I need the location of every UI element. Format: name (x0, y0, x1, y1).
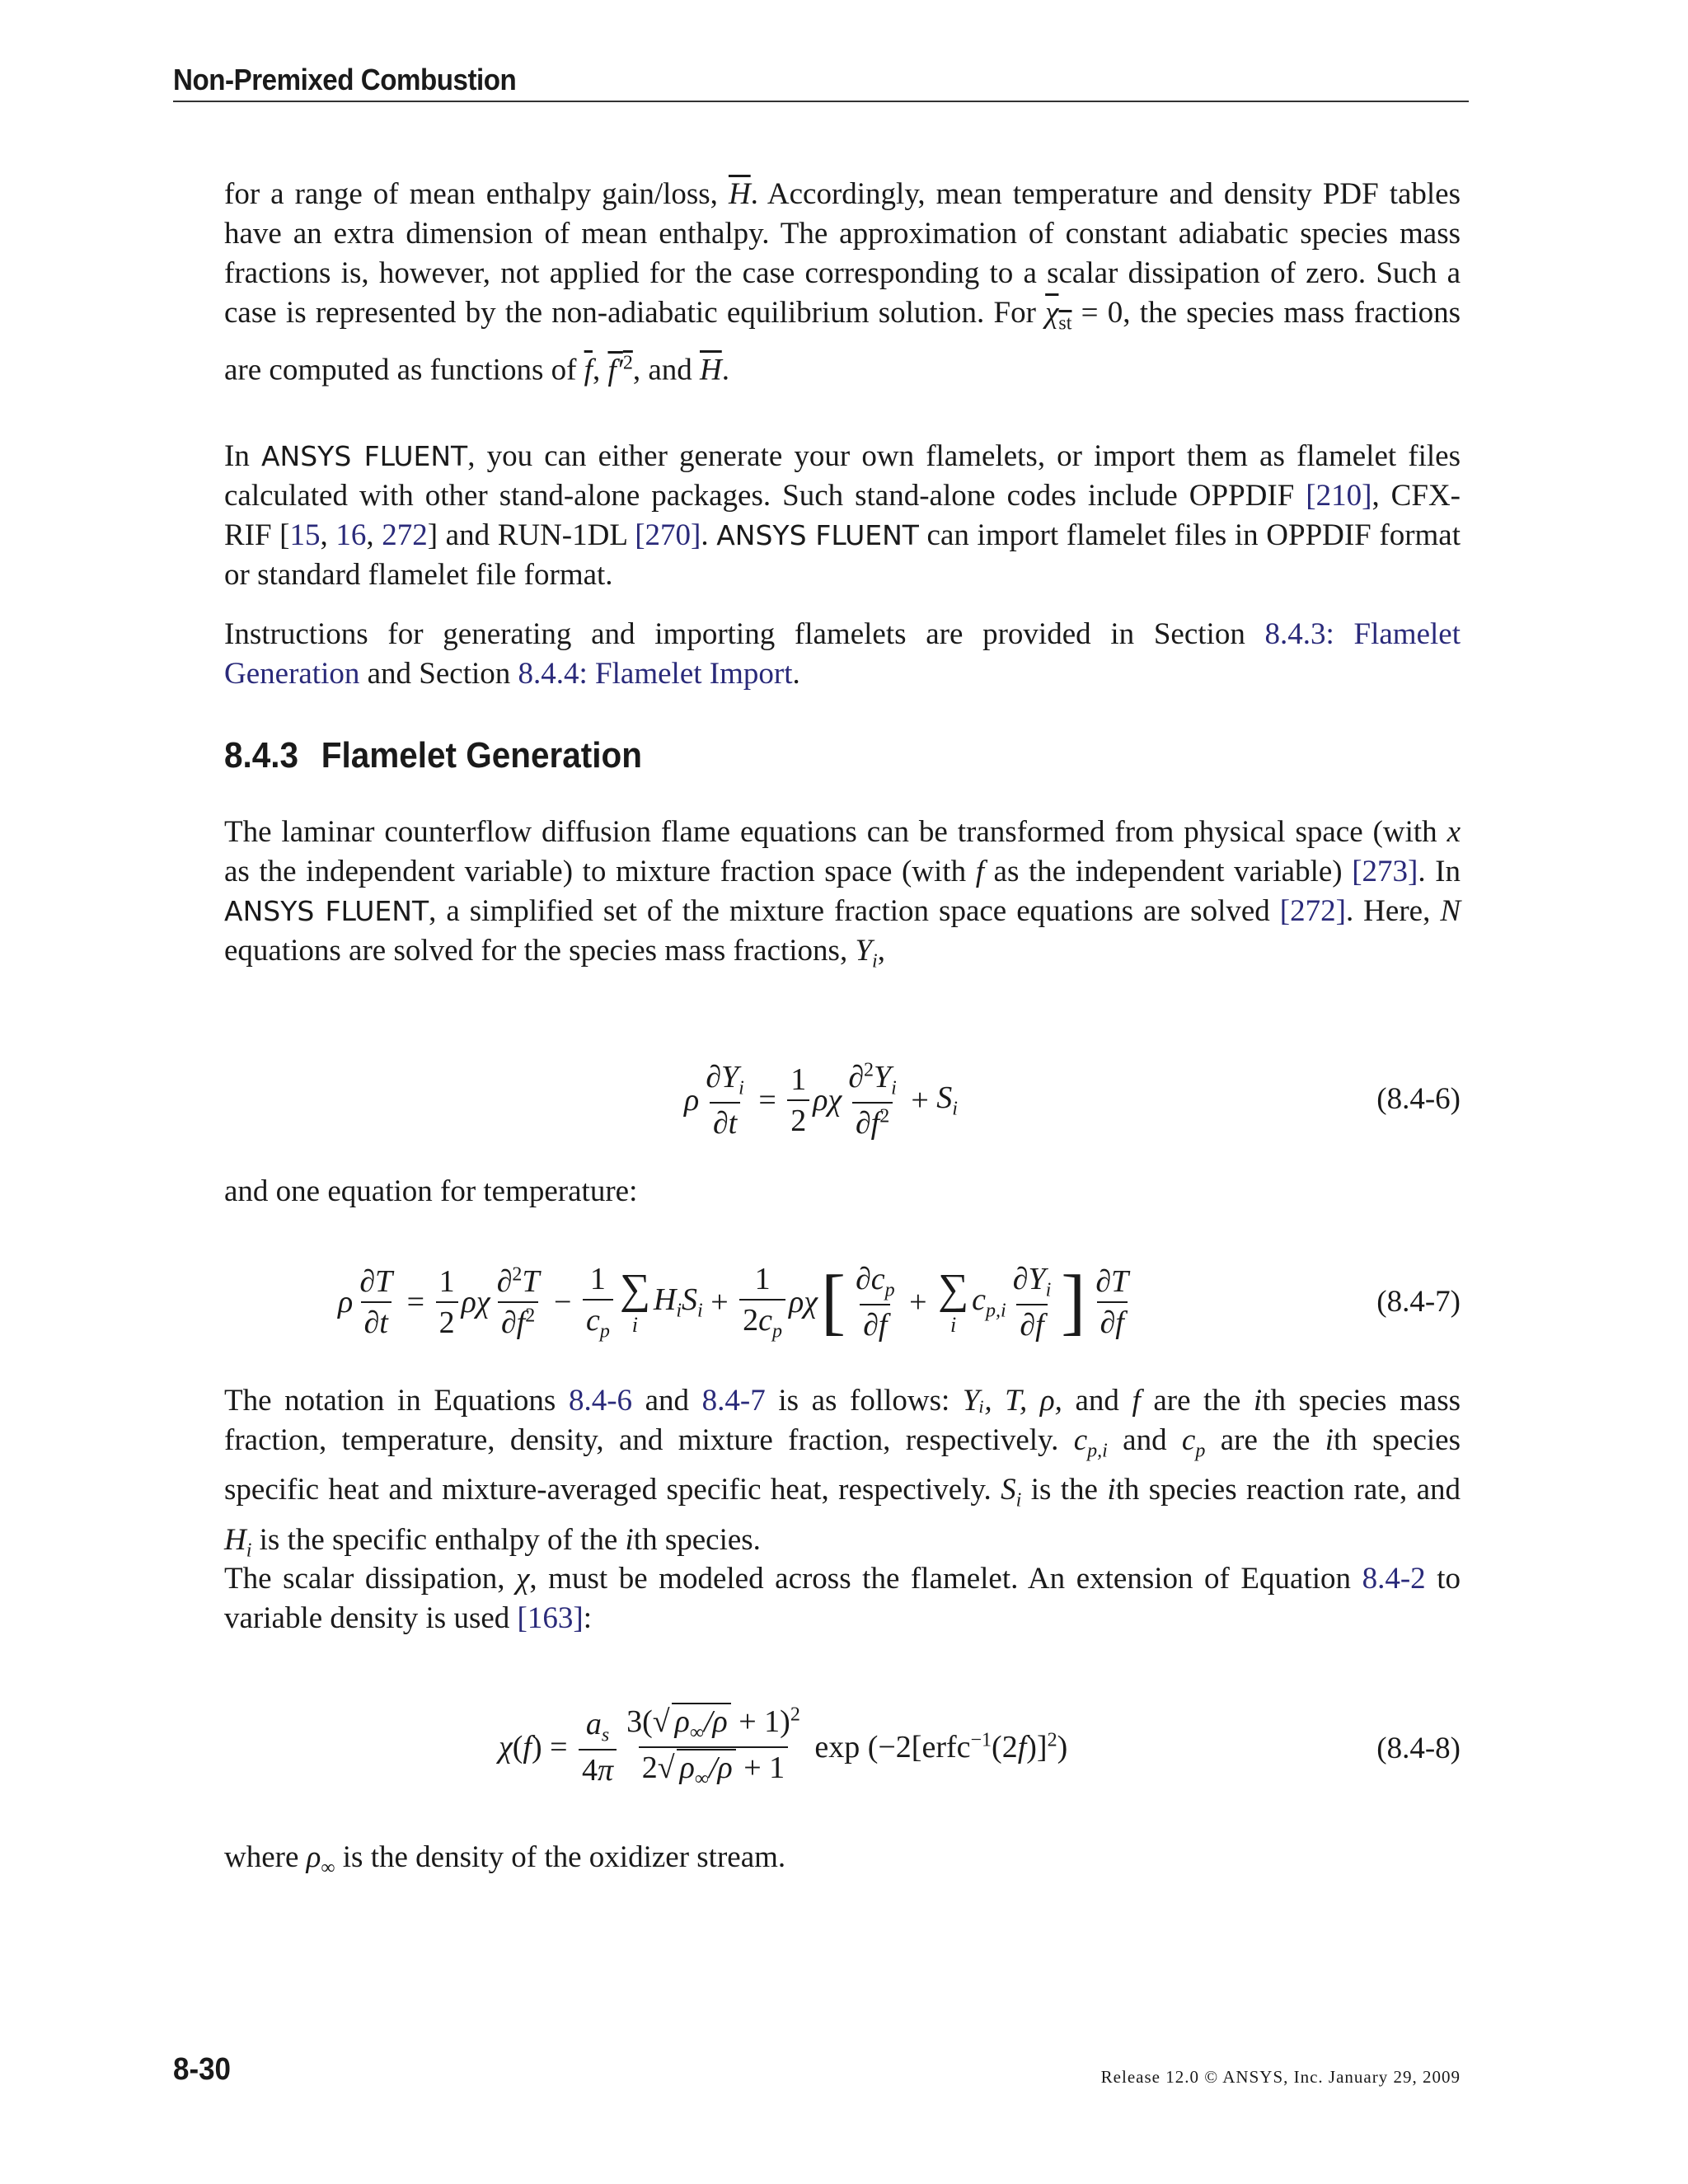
section-number: 8.4.3 (224, 735, 299, 776)
paragraph-temperature-intro: and one equation for temperature: (224, 1174, 638, 1208)
page-number: 8-30 (173, 2052, 231, 2087)
equation-temperature: ρ $\frac{\partial T}{\partial t}$ = $\frac{1}{2}$ ρχ $\frac{\partial^2T}{\partial f^2}$ − $\frac{1}{c_p}$ ∑ i $H_iS_i$ + $\frac{1}{2c_p}$ ρχ [ $\frac{\partial c_p}{\partial f}$ + ∑ i $c_{p,i}$ $\frac{\partial Y_i}{\partial f}$ ] $\frac{\partial T}{\partial f}$ (338, 1261, 1129, 1343)
citation-273[interactable]: [273] (1352, 855, 1418, 888)
link-flamelet-import[interactable]: 8.4.4: Flamelet Import (518, 657, 793, 691)
paragraph-mean-enthalpy: for a range of mean enthalpy gain/loss, $\overline{H}$. Accordingly, mean temperature and density PDF tables have an extra dimension of mean enthalpy. The approximation of constant adiabatic species mass fractions is, however, not applied for the case corresponding to a scalar dissipation of zero. Such a case is represented by the non-adiabatic equilibrium solution. For $\chi_{st} = 0$, the species mass fractions are computed as functions of $\overline{f}$, $f'^2$, and $\overline{H}$. (224, 177, 1461, 387)
citation-272b[interactable]: [272] (1279, 894, 1346, 928)
link-flamelet-generation[interactable]: 8.4.3: Flamelet Generation (224, 617, 1461, 691)
citation-16[interactable]: 16 (335, 518, 367, 552)
paragraph-scalar-dissipation: The scalar dissipation, χ, must be modeled across the flamelet. An extension of Equation 8.4-2 to variable density is used [163]: (224, 1562, 1461, 1635)
citation-272[interactable]: 272 (382, 518, 428, 552)
ref-eq-8-4-6[interactable]: 8.4-6 (568, 1384, 633, 1418)
ref-eq-8-4-2[interactable]: 8.4-2 (1362, 1562, 1426, 1596)
paragraph-notation: The notation in Equations 8.4-6 and 8.4-7 is as follows: Yᵢ, T, ρ, and f are the ith species mass fraction, temperature, density, and mixture fraction, respectively. $c_{p,i}$ and $c_p$ are the ith species specific heat and mixture-averaged specific heat, respectively. $S_i$ is the ith species reaction rate, and $H_i$ is the specific enthalpy of the ith species. (224, 1384, 1461, 1562)
equation-number-2: (8.4-7) (1376, 1285, 1461, 1319)
header-rule (173, 101, 1469, 102)
equation-species: ρ $\frac{\partial Y_i}{\partial t}$ = $\frac{1}{2}$ ρχ $\frac{\partial^2Y_i}{\partial f^2}$ + $S_i$ (684, 1059, 958, 1141)
running-title: Non-Premixed Combustion (173, 63, 517, 96)
citation-270[interactable]: [270] (635, 518, 701, 552)
paragraph-flamelet-sources: In ANSYS FLUENT, you can either generate your own flamelets, or import them as flamelet files calculated with other stand-alone packages. Such stand-alone codes include OPPDIF [210], CFX-RIF [15, 16, 272] and RUN-1DL [270]. ANSYS FLUENT can import flamelet files in OPPDIF format or standard flamelet file format. (224, 439, 1461, 592)
paragraph-counterflow: The laminar counterflow diffusion flame equations can be transformed from physical space (with x as the independent variable) to mixture fraction space (with f as the independent variable) [273]. In ANSYS FLUENT, a simplified set of the mixture fraction space equations are solved [272]. Here, N equations are solved for the species mass fractions, $Y_i$, (224, 815, 1461, 972)
section-heading (224, 735, 642, 776)
citation-163[interactable]: [163] (517, 1601, 584, 1635)
citation-15[interactable]: 15 (289, 518, 321, 552)
release-info: Release 12.0 © ANSYS, Inc. January 29, 2009 (1100, 2067, 1461, 2087)
section-title: Flamelet Generation (321, 735, 642, 776)
equation-number-3: (8.4-8) (1376, 1732, 1461, 1765)
equation-scalar-dissipation: χ(f) = $\frac{a_s}{4\pi}$ $\frac{3(√ \rho_\infty/\rho + 1)^2}{2√ \rho_\infty/\rho + 1}$ exp (−2[erfc$^{-1}$(2 f )]$^2$) (499, 1704, 1068, 1790)
paragraph-instructions: Instructions for generating and importing flamelets are provided in Section 8.4.3: Flamelet Generation and Section 8.4.4: Flamelet Import. (224, 617, 1461, 691)
ref-eq-8-4-7[interactable]: 8.4-7 (701, 1384, 766, 1418)
citation-210[interactable]: [210] (1306, 479, 1372, 513)
equation-number-1: (8.4-6) (1376, 1082, 1461, 1116)
paragraph-oxidizer-density: where $\rho_\infty$ is the density of the oxidizer stream. (224, 1840, 786, 1879)
